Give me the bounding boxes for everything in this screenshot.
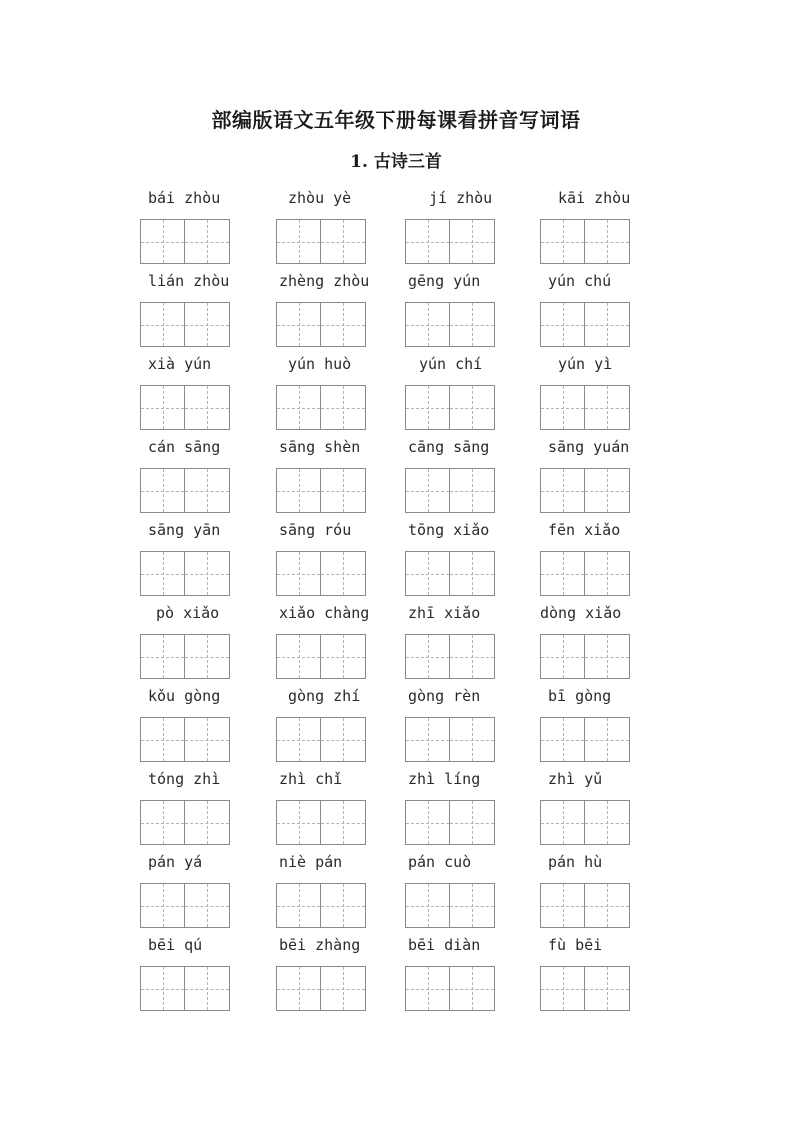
guide-line-vertical	[607, 552, 608, 595]
guide-line-vertical	[343, 635, 344, 678]
pinyin-label: zhòu yè	[288, 189, 352, 207]
exercise-row	[0, 933, 792, 1016]
writing-boxes	[540, 468, 630, 513]
character-writing-box[interactable]	[321, 717, 366, 762]
character-writing-box[interactable]	[405, 385, 450, 430]
guide-line-vertical	[299, 469, 300, 512]
guide-line-vertical	[607, 884, 608, 927]
character-writing-box[interactable]	[585, 634, 630, 679]
exercise-grid	[0, 186, 792, 1016]
guide-line-vertical	[563, 884, 564, 927]
guide-line-vertical	[607, 386, 608, 429]
character-writing-box[interactable]	[276, 883, 321, 928]
pinyin-label: sāng yān	[148, 521, 221, 539]
exercise-row	[0, 767, 792, 850]
pinyin-label: zhèng zhòu	[279, 272, 370, 290]
character-writing-box[interactable]	[140, 219, 185, 264]
guide-line-vertical	[428, 718, 429, 761]
pinyin-label: bēi diàn	[408, 936, 481, 954]
character-writing-box[interactable]	[585, 551, 630, 596]
character-writing-box[interactable]	[276, 219, 321, 264]
exercise-row	[0, 601, 792, 684]
character-writing-box[interactable]	[405, 800, 450, 845]
guide-line-vertical	[607, 469, 608, 512]
writing-boxes	[276, 883, 366, 928]
character-writing-box[interactable]	[140, 385, 185, 430]
character-writing-box[interactable]	[140, 634, 185, 679]
guide-line-vertical	[163, 718, 164, 761]
writing-boxes	[276, 302, 366, 347]
character-writing-box[interactable]	[405, 219, 450, 264]
character-writing-box[interactable]	[321, 800, 366, 845]
guide-line-vertical	[607, 718, 608, 761]
writing-boxes	[140, 385, 230, 430]
character-writing-box[interactable]	[321, 302, 366, 347]
character-writing-box[interactable]	[585, 302, 630, 347]
writing-boxes	[140, 883, 230, 928]
writing-boxes	[140, 302, 230, 347]
writing-boxes	[276, 551, 366, 596]
guide-line-vertical	[428, 884, 429, 927]
guide-line-vertical	[472, 552, 473, 595]
guide-line-vertical	[472, 801, 473, 844]
guide-line-vertical	[428, 469, 429, 512]
pinyin-label: tōng xiǎo	[408, 521, 490, 539]
writing-boxes	[140, 717, 230, 762]
writing-boxes	[405, 385, 495, 430]
character-writing-box[interactable]	[405, 302, 450, 347]
character-writing-box[interactable]	[450, 219, 495, 264]
character-writing-box[interactable]	[450, 551, 495, 596]
character-writing-box[interactable]	[405, 883, 450, 928]
guide-line-vertical	[299, 220, 300, 263]
guide-line-vertical	[563, 718, 564, 761]
guide-line-vertical	[163, 303, 164, 346]
guide-line-vertical	[472, 469, 473, 512]
writing-boxes	[540, 634, 630, 679]
character-writing-box[interactable]	[276, 551, 321, 596]
pinyin-label: sāng shèn	[279, 438, 361, 456]
writing-boxes	[540, 883, 630, 928]
guide-line-vertical	[299, 967, 300, 1010]
guide-line-vertical	[163, 635, 164, 678]
character-writing-box[interactable]	[450, 634, 495, 679]
guide-line-vertical	[343, 718, 344, 761]
character-writing-box[interactable]	[450, 468, 495, 513]
guide-line-vertical	[472, 303, 473, 346]
pinyin-label: sāng róu	[279, 521, 352, 539]
character-writing-box[interactable]	[540, 883, 585, 928]
guide-line-vertical	[563, 220, 564, 263]
pinyin-label: zhì líng	[408, 770, 481, 788]
guide-line-vertical	[607, 220, 608, 263]
exercise-row	[0, 186, 792, 269]
guide-line-vertical	[607, 801, 608, 844]
character-writing-box[interactable]	[185, 551, 230, 596]
pinyin-label: yún chí	[419, 355, 483, 373]
writing-boxes	[405, 883, 495, 928]
writing-boxes	[540, 385, 630, 430]
character-writing-box[interactable]	[585, 717, 630, 762]
writing-boxes	[140, 966, 230, 1011]
guide-line-vertical	[428, 552, 429, 595]
guide-line-vertical	[343, 386, 344, 429]
character-writing-box[interactable]	[276, 800, 321, 845]
pinyin-label: niè pán	[279, 853, 343, 871]
exercise-row	[0, 435, 792, 518]
guide-line-vertical	[207, 220, 208, 263]
pinyin-label: gòng rèn	[408, 687, 481, 705]
guide-line-vertical	[428, 967, 429, 1010]
pinyin-label: xià yún	[148, 355, 212, 373]
guide-line-vertical	[343, 884, 344, 927]
writing-boxes	[405, 219, 495, 264]
writing-boxes	[405, 800, 495, 845]
guide-line-vertical	[163, 469, 164, 512]
guide-line-vertical	[207, 635, 208, 678]
guide-line-vertical	[428, 303, 429, 346]
guide-line-vertical	[299, 303, 300, 346]
guide-line-vertical	[472, 884, 473, 927]
character-writing-box[interactable]	[405, 634, 450, 679]
writing-boxes	[405, 717, 495, 762]
writing-boxes	[276, 717, 366, 762]
character-writing-box[interactable]	[585, 966, 630, 1011]
character-writing-box[interactable]	[450, 385, 495, 430]
guide-line-vertical	[563, 386, 564, 429]
character-writing-box[interactable]	[540, 551, 585, 596]
pinyin-label: cāng sāng	[408, 438, 490, 456]
pinyin-label: yún yì	[558, 355, 613, 373]
guide-line-vertical	[563, 635, 564, 678]
guide-line-vertical	[163, 967, 164, 1010]
guide-line-vertical	[299, 884, 300, 927]
writing-boxes	[405, 468, 495, 513]
character-writing-box[interactable]	[276, 468, 321, 513]
pinyin-label: bēi zhàng	[279, 936, 361, 954]
character-writing-box[interactable]	[140, 883, 185, 928]
guide-line-vertical	[428, 635, 429, 678]
character-writing-box[interactable]	[585, 385, 630, 430]
pinyin-label: kāi zhòu	[558, 189, 631, 207]
character-writing-box[interactable]	[405, 551, 450, 596]
guide-line-vertical	[563, 967, 564, 1010]
character-writing-box[interactable]	[405, 468, 450, 513]
character-writing-box[interactable]	[185, 468, 230, 513]
guide-line-vertical	[563, 469, 564, 512]
guide-line-vertical	[607, 967, 608, 1010]
character-writing-box[interactable]	[140, 717, 185, 762]
guide-line-vertical	[207, 469, 208, 512]
character-writing-box[interactable]	[585, 468, 630, 513]
character-writing-box[interactable]	[185, 800, 230, 845]
pinyin-label: zhì chǐ	[279, 770, 343, 788]
pinyin-label: pò xiǎo	[156, 604, 220, 622]
pinyin-label: fù bēi	[548, 936, 603, 954]
guide-line-vertical	[563, 303, 564, 346]
guide-line-vertical	[299, 801, 300, 844]
pinyin-label: yún huò	[288, 355, 352, 373]
guide-line-vertical	[472, 635, 473, 678]
pinyin-label: bī gòng	[548, 687, 612, 705]
guide-line-vertical	[607, 635, 608, 678]
writing-boxes	[540, 551, 630, 596]
pinyin-label: pán yá	[148, 853, 203, 871]
writing-boxes	[405, 966, 495, 1011]
guide-line-vertical	[343, 469, 344, 512]
guide-line-vertical	[472, 967, 473, 1010]
character-writing-box[interactable]	[321, 966, 366, 1011]
guide-line-vertical	[163, 884, 164, 927]
character-writing-box[interactable]	[276, 966, 321, 1011]
character-writing-box[interactable]	[140, 468, 185, 513]
pinyin-label: bái zhòu	[148, 189, 221, 207]
character-writing-box[interactable]	[185, 219, 230, 264]
pinyin-label: zhì yǔ	[548, 770, 603, 788]
pinyin-label: xiǎo chàng	[279, 604, 370, 622]
exercise-row	[0, 269, 792, 352]
pinyin-label: bēi qú	[148, 936, 203, 954]
writing-boxes	[140, 551, 230, 596]
exercise-row	[0, 850, 792, 933]
pinyin-label: sāng yuán	[548, 438, 630, 456]
guide-line-vertical	[472, 386, 473, 429]
guide-line-vertical	[299, 718, 300, 761]
character-writing-box[interactable]	[140, 551, 185, 596]
character-writing-box[interactable]	[276, 717, 321, 762]
guide-line-vertical	[428, 386, 429, 429]
character-writing-box[interactable]	[321, 219, 366, 264]
character-writing-box[interactable]	[140, 800, 185, 845]
character-writing-box[interactable]	[405, 966, 450, 1011]
guide-line-vertical	[563, 801, 564, 844]
writing-boxes	[276, 634, 366, 679]
guide-line-vertical	[428, 220, 429, 263]
character-writing-box[interactable]	[185, 634, 230, 679]
pinyin-label: gòng zhí	[288, 687, 361, 705]
character-writing-box[interactable]	[450, 966, 495, 1011]
character-writing-box[interactable]	[450, 717, 495, 762]
pinyin-label: tóng zhì	[148, 770, 221, 788]
character-writing-box[interactable]	[540, 385, 585, 430]
character-writing-box[interactable]	[140, 966, 185, 1011]
character-writing-box[interactable]	[276, 302, 321, 347]
character-writing-box[interactable]	[321, 468, 366, 513]
character-writing-box[interactable]	[276, 634, 321, 679]
writing-boxes	[540, 717, 630, 762]
character-writing-box[interactable]	[585, 219, 630, 264]
guide-line-vertical	[163, 552, 164, 595]
character-writing-box[interactable]	[540, 219, 585, 264]
guide-line-vertical	[343, 801, 344, 844]
writing-boxes	[405, 302, 495, 347]
character-writing-box[interactable]	[185, 966, 230, 1011]
character-writing-box[interactable]	[540, 717, 585, 762]
character-writing-box[interactable]	[540, 800, 585, 845]
guide-line-vertical	[299, 635, 300, 678]
writing-boxes	[140, 468, 230, 513]
writing-boxes	[540, 219, 630, 264]
pinyin-label: zhī xiǎo	[408, 604, 481, 622]
exercise-row	[0, 684, 792, 767]
character-writing-box[interactable]	[405, 717, 450, 762]
pinyin-label: pán cuò	[408, 853, 472, 871]
writing-boxes	[140, 219, 230, 264]
character-writing-box[interactable]	[540, 302, 585, 347]
guide-line-vertical	[343, 303, 344, 346]
writing-boxes	[276, 468, 366, 513]
guide-line-vertical	[472, 718, 473, 761]
pinyin-label: pán hù	[548, 853, 603, 871]
character-writing-box[interactable]	[321, 883, 366, 928]
character-writing-box[interactable]	[540, 966, 585, 1011]
guide-line-vertical	[299, 552, 300, 595]
writing-boxes	[540, 800, 630, 845]
character-writing-box[interactable]	[450, 883, 495, 928]
character-writing-box[interactable]	[321, 634, 366, 679]
guide-line-vertical	[207, 386, 208, 429]
pinyin-label: kǒu gòng	[148, 687, 221, 705]
writing-boxes	[276, 219, 366, 264]
guide-line-vertical	[343, 220, 344, 263]
writing-boxes	[540, 302, 630, 347]
guide-line-vertical	[343, 552, 344, 595]
character-writing-box[interactable]	[321, 551, 366, 596]
writing-boxes	[140, 634, 230, 679]
pinyin-label: lián zhòu	[148, 272, 230, 290]
writing-boxes	[276, 966, 366, 1011]
character-writing-box[interactable]	[585, 883, 630, 928]
character-writing-box[interactable]	[540, 468, 585, 513]
pinyin-label: yún chú	[548, 272, 612, 290]
character-writing-box[interactable]	[185, 717, 230, 762]
guide-line-vertical	[207, 303, 208, 346]
page-title: 部编版语文五年级下册每课看拼音写词语	[211, 108, 581, 132]
character-writing-box[interactable]	[450, 800, 495, 845]
pinyin-label: gēng yún	[408, 272, 481, 290]
character-writing-box[interactable]	[321, 385, 366, 430]
lesson-title: 1. 古诗三首	[350, 152, 442, 172]
pinyin-label: dòng xiǎo	[540, 604, 622, 622]
character-writing-box[interactable]	[540, 634, 585, 679]
character-writing-box[interactable]	[185, 302, 230, 347]
guide-line-vertical	[207, 884, 208, 927]
exercise-row	[0, 518, 792, 601]
character-writing-box[interactable]	[585, 800, 630, 845]
guide-line-vertical	[163, 801, 164, 844]
guide-line-vertical	[163, 386, 164, 429]
guide-line-vertical	[163, 220, 164, 263]
guide-line-vertical	[472, 220, 473, 263]
guide-line-vertical	[207, 718, 208, 761]
guide-line-vertical	[607, 303, 608, 346]
character-writing-box[interactable]	[185, 385, 230, 430]
guide-line-vertical	[563, 552, 564, 595]
guide-line-vertical	[207, 801, 208, 844]
writing-boxes	[276, 800, 366, 845]
character-writing-box[interactable]	[185, 883, 230, 928]
writing-boxes	[405, 551, 495, 596]
writing-boxes	[405, 634, 495, 679]
character-writing-box[interactable]	[450, 302, 495, 347]
guide-line-vertical	[343, 967, 344, 1010]
pinyin-label: cán sāng	[148, 438, 221, 456]
guide-line-vertical	[207, 967, 208, 1010]
character-writing-box[interactable]	[276, 385, 321, 430]
exercise-row	[0, 352, 792, 435]
writing-boxes	[140, 800, 230, 845]
character-writing-box[interactable]	[140, 302, 185, 347]
writing-boxes	[276, 385, 366, 430]
writing-boxes	[540, 966, 630, 1011]
pinyin-label: jí zhòu	[429, 189, 493, 207]
pinyin-label: fēn xiǎo	[548, 521, 621, 539]
guide-line-vertical	[428, 801, 429, 844]
guide-line-vertical	[299, 386, 300, 429]
guide-line-vertical	[207, 552, 208, 595]
